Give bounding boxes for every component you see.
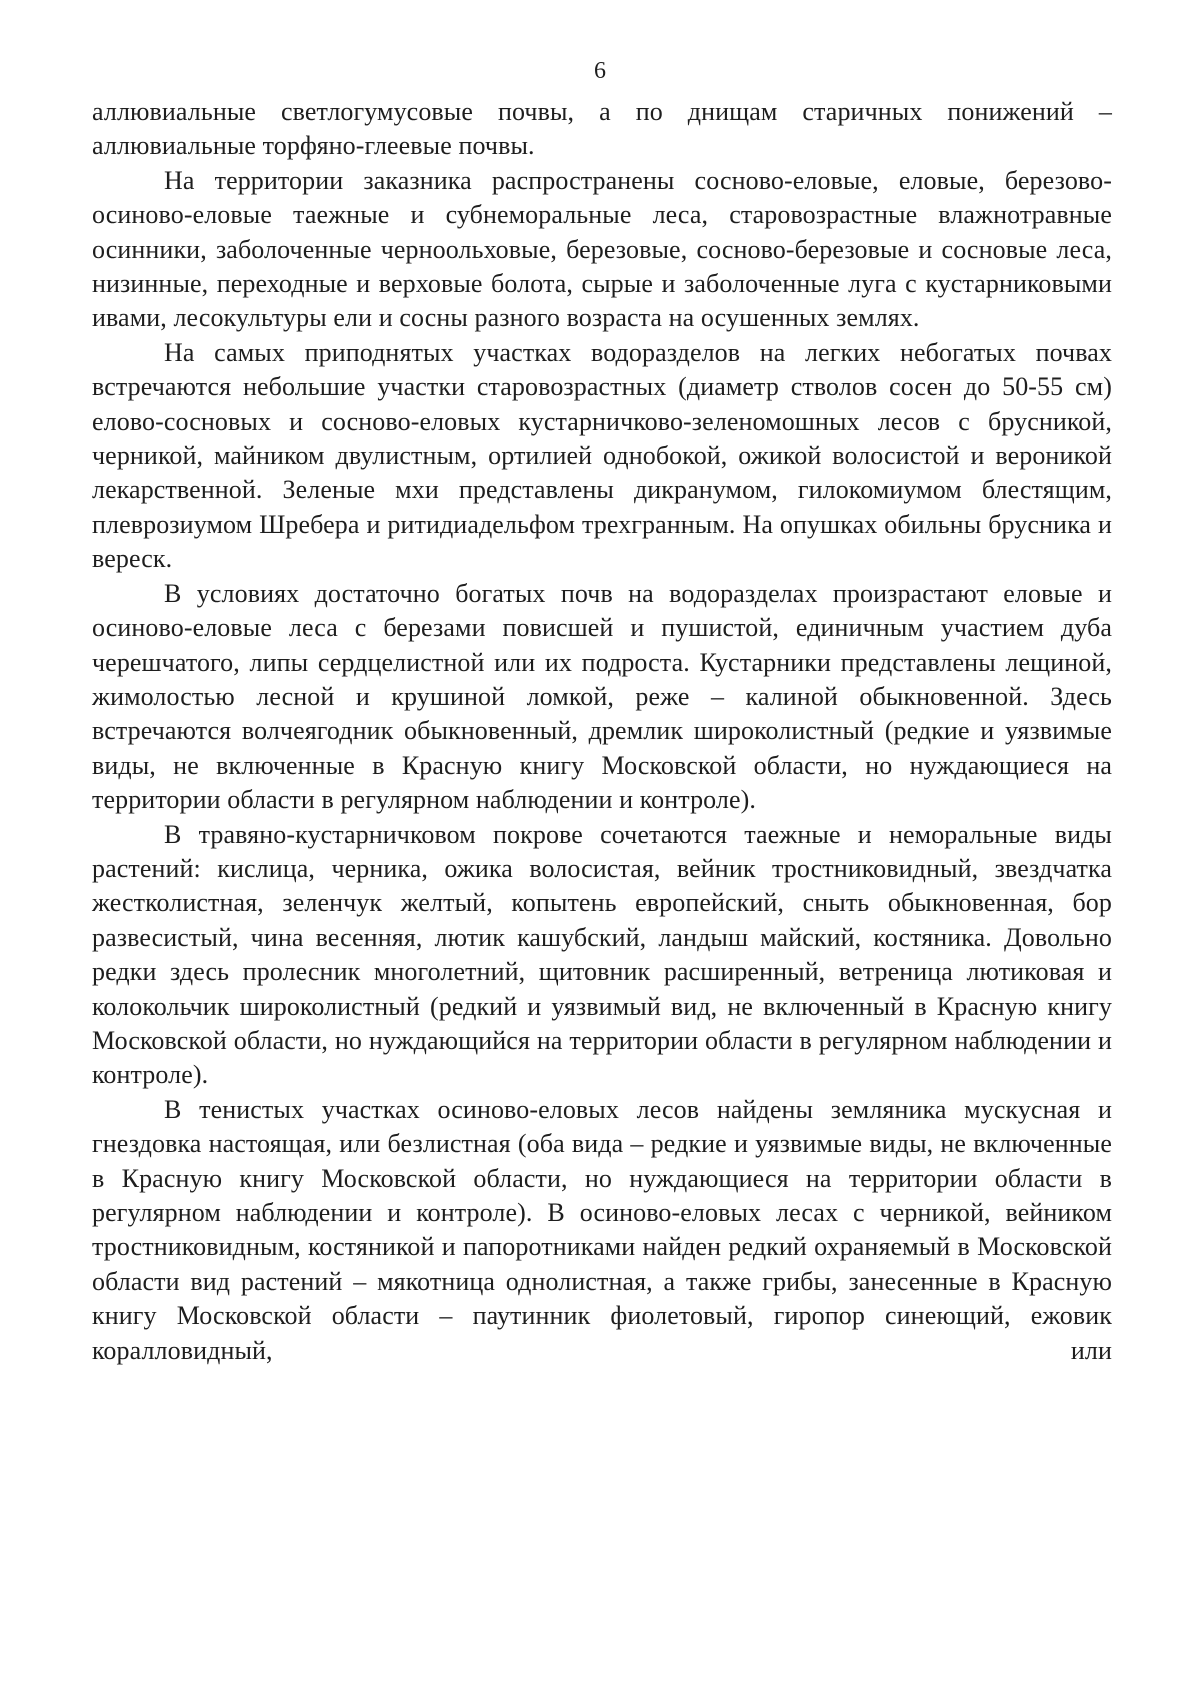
paragraph-spruce-aspen-forests: В условиях достаточно богатых почв на водоразделах произрастают еловые и осиново-еловые леса с березами повисшей и пушистой, единичным участием дуба черешчатого, липы сердцелистной или их подроста. Кустарники представлены лещиной, жимолостью лесной и крушиной ломкой, реже – калиной обыкновенной. Здесь встречаются волчеягодник обыкновенный, дремлик широколистный (редкие и уязвимые виды, не включенные в Красную книгу Московской области, но нуждающиеся на территории области в регулярном наблюдении и контроле). xyxy=(92,578,1112,815)
paragraph-forest-types: На территории заказника распространены сосново-еловые, еловые, березово-осиново-еловые таежные и субнеморальные леса, старовозрастные влажнотравные осинники, заболоченные черноольховые, березовые, сосново-березовые и сосновые леса, низинные, переходные и верховые болота, сырые и заболоченные луга с кустарниковыми ивами, лесокультуры ели и сосны разного возраста на осушенных землях. xyxy=(92,165,1112,333)
paragraph-herb-layer: В травяно-кустарничковом покрове сочетаются таежные и неморальные виды растений: кислица, черника, ожика волосистая, вейник тростниковидный, звездчатка жестколистная, зеленчук желтый, копытень европейский, сныть обыкновенная, бор развесистый, чина весенняя, лютик кашубский, ландыш майский, костяника. Довольно редки здесь пролесник многолетний, щитовник расширенный, ветреница лютиковая и колокольчик широколистный (редкий и уязвимый вид, не включенный в Красную книгу Московской области, но нуждающийся на территории области в регулярном наблюдении и контроле). xyxy=(92,819,1112,1090)
paragraph-shady-areas: В тенистых участках осиново-еловых лесов найдены земляника мускусная и гнездовка настоящая, или безлистная (оба вида – редкие и уязвимые виды, не включенные в Красную книгу Московской области, но нуждающиеся на территории области в регулярном наблюдении и контроле). В осиново-еловых лесах с черникой, вейником тростниковидным, костяникой и папоротниками найден редкий охраняемый в Московской области вид растений – мякотница однолистная, а также грибы, занесенные в Красную книгу Московской области – паутинник фиолетовый, гиропор синеющий, ежовик коралловидный, или xyxy=(92,1094,1112,1365)
page-number: 6 xyxy=(594,58,606,84)
paragraph-continuation: аллювиальные светлогумусовые почвы, а по днищам старичных понижений – аллювиальные торфяно-глеевые почвы. xyxy=(92,97,1112,161)
document-body xyxy=(92,95,1112,1368)
paragraph-watershed-pine-forests: На самых приподнятых участках водоразделов на легких небогатых почвах встречаются небольшие участки старовозрастных (диаметр стволов сосен до 50-55 см) елово-сосновых и сосново-еловых кустарничково-зеленомошных лесов с брусникой, черникой, майником двулистным, ортилией однобокой, ожикой волосистой и вероникой лекарственной. Зеленые мхи представлены дикранумом, гилокомиумом блестящим, плеврозиумом Шребера и ритидиадельфом трехгранным. На опушках обильны брусника и вереск. xyxy=(92,337,1112,574)
